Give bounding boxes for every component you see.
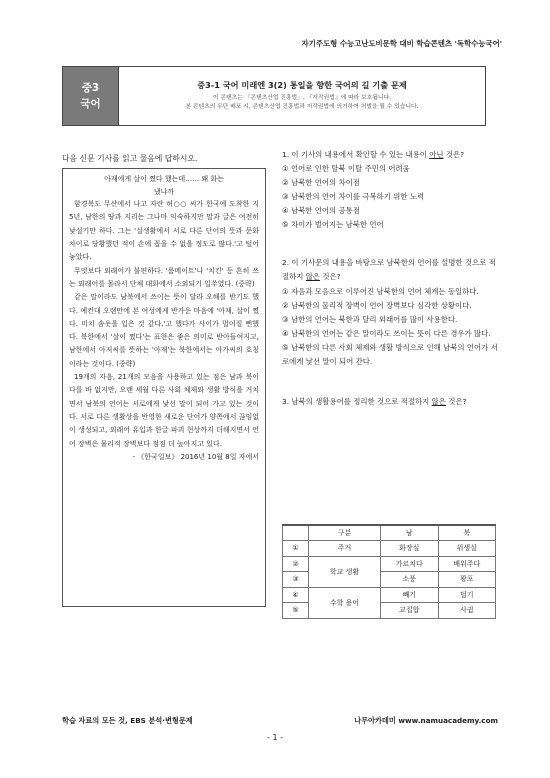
row-north: 꽝포: [438, 572, 496, 588]
title-suffix: 기출 문제: [369, 79, 407, 90]
table-header-south: 남: [381, 525, 439, 541]
row-num: ②: [283, 556, 309, 572]
q2-text-underline: 않은: [305, 272, 321, 282]
q2-text-pre: 2. 이 기사문의 내용을 바탕으로 남북한의 언어를 설명한 것으로 적절하지: [282, 258, 496, 282]
table-header-row: [283, 525, 496, 541]
table-header-category: 구분: [309, 525, 381, 541]
q2-option-5[interactable]: ⑤ 남북한의 다른 사회 체제와 생활 방식으로 인해 남북의 언어가 서로에게 낯선 말이 되어 간다.: [282, 342, 498, 366]
page-title: [197, 80, 407, 91]
row-num: ④: [283, 587, 309, 603]
title-box: [62, 66, 486, 126]
row-north: 위생실: [438, 541, 496, 557]
row-north: 사귐: [438, 603, 496, 619]
q2-option-2[interactable]: ② 남북한의 물리적 장벽이 언어 장벽보다 심각한 상황이다.: [282, 300, 472, 310]
question-1: [282, 148, 498, 232]
row-num: ⑤: [283, 603, 309, 619]
q2-text-post: 것은?: [320, 272, 341, 282]
article-paragraph-1: 함경북도 무산에서 나고 자란 허○○ 씨가 한국에 도착한 지 5년, 남한의 땅과 지리는 그나마 익숙하지만 말과 글은 여전히 낯설기만 하다. 그는 '실생활에서 서로 다른 단어의 뜻과 문화 차이로 당황했던 적이 손에 꼽을 수 없을 정도로 많다.'고 털어놓았다.: [69, 200, 259, 262]
q1-text-pre: 1. 이 기사의 내용에서 확인할 수 있는 내용이: [282, 150, 430, 159]
table-header-north: 북: [438, 525, 496, 541]
subject-name: 국어: [80, 98, 101, 110]
row-north: 덜기: [438, 587, 496, 603]
footer-left: 학습 자료의 모든 것, EBS 분석·변형문제: [62, 716, 193, 725]
table-row[interactable]: [283, 587, 496, 603]
q2-option-3[interactable]: ③ 남한의 언어는 북한과 달리 외래어를 많이 사용한다.: [282, 314, 458, 324]
q1-option-5[interactable]: ⑤ 차이가 벌어지는 남북한 언어: [282, 220, 384, 230]
row-category: 수학 용어: [309, 587, 381, 618]
table-header-num: [283, 525, 309, 541]
footer-right[interactable]: 나무아카데미 www.namuacademy.com: [354, 716, 498, 725]
row-south: 소풍: [381, 572, 439, 588]
row-num: ①: [283, 541, 309, 557]
copyright-line-2: 본 콘텐츠의 무단 배포 시, 콘텐츠산업 진흥법과 저작권법에 의거하여 처벌을 될 수 있습니다.: [185, 104, 419, 110]
instruction: 다음 신문 기사를 읽고 물음에 답하시오.: [62, 154, 198, 163]
subject-grade: 중3: [81, 81, 100, 94]
question-2: [282, 256, 498, 369]
q3-text-underline: 않은: [431, 396, 446, 406]
q1-text-post: 것은?: [443, 150, 465, 159]
q1-option-2[interactable]: ② 남북한 언어의 차이점: [282, 178, 360, 188]
article-paragraph-4: 19개의 자음, 21개의 모음을 사용하고 있는 점은 남과 북이 다를 바 없지만, 오랜 세월 다른 사회 체제와 생활 방식을 거치면서 남북의 언어는 서로에게 낯선 말이 되어 가고 있는 것이다. 서로 다른 생활상을 반영한 새로운 단어가 양쪽에서 끊임없이 생성되고, 외래어 유입과 한글 파괴 현상까지 더해지면서 언어 장벽은 물리적 장벽보다 점점 더 높아지고 있다.: [69, 373, 259, 448]
q3-text-pre: 3. 남북의 생활용어를 정리한 것으로 적절하지: [282, 396, 432, 406]
page-number: - 1 -: [267, 733, 283, 742]
copyright-line-1: 이 콘텐츠는 「콘텐츠산업 진흥법」, 『저작권법』에 따라 보호됩니다.: [213, 94, 391, 101]
article-paragraph-2: 무엇보다 외래어가 불편하다. '룸메이트'나 '치킨' 등 흔히 쓰는 외래어를 몰라서 단체 대화에서 소외되기 일쑤였다. (중략): [69, 266, 259, 288]
question-3-text: [282, 395, 498, 409]
news-article: [62, 168, 266, 607]
top-header: 자기주도형 수능고난도비문학 대비 학습콘텐츠 '독학수능국어': [301, 39, 502, 48]
question-1-text: [282, 148, 498, 162]
title-main: [119, 67, 485, 125]
q2-option-4[interactable]: ④ 남북한의 언어는 같은 말이라도 쓰이는 뜻이 다른 경우가 많다.: [282, 328, 491, 338]
row-south: 빼기: [381, 587, 439, 603]
row-num: ③: [283, 572, 309, 588]
q1-text-underline: 아닌: [429, 150, 444, 159]
row-category: 학교 생활: [309, 556, 381, 587]
article-headline: [69, 173, 259, 198]
table-row[interactable]: [283, 556, 496, 572]
row-category: 주거: [309, 541, 381, 557]
vocab-table: [282, 524, 496, 619]
title-highlight: 통일을 향한 국어의 길: [289, 79, 370, 90]
question-2-text: [282, 256, 498, 284]
questions: [282, 148, 498, 409]
q1-option-4[interactable]: ④ 남북한 언어의 공통점: [282, 206, 360, 216]
headline-line-2: 냈냐까: [153, 187, 175, 196]
row-south: 가르치다: [381, 556, 439, 572]
row-south: 교집합: [381, 603, 439, 619]
q1-option-1[interactable]: ① 언어로 인한 탈북 이탈 주민의 어려움: [282, 164, 410, 174]
row-north: 배워주다: [438, 556, 496, 572]
table-row[interactable]: [283, 541, 496, 557]
title-prefix: 중3-1 국어 미래엔 3(2): [197, 79, 290, 90]
question-3: [282, 395, 498, 409]
q3-text-post: 것은?: [445, 396, 467, 406]
subject-badge: [63, 67, 119, 125]
row-south: 화장실: [381, 541, 439, 557]
headline-line-1: 아재에게 살이 쪘다 했는데…… 왜 화는: [104, 175, 224, 183]
q2-option-1[interactable]: ① 자음과 모음으로 이루어진 남북한의 언어 체계는 동일하다.: [282, 286, 479, 296]
q1-option-3[interactable]: ③ 남북한의 언어 차이를 극복하기 위한 노력: [282, 192, 425, 202]
article-paragraph-3: 같은 말이라도 남북에서 쓰이는 뜻이 달라 오해를 받기도 했다. 예컨대 오랜만에 본 여성에게 반가운 마음에 '아재, 살이 쪘다. 미치 솜옷을 입은 것 같다.'고 했다가 사이가 멀어질 뻔했다. 북한에서 '살이 쪘다'는 표현은 좋은 의미로 받아들여지고, 남한에서 아저씨를 뜻하는 '아재'는 북한에서는 아가씨의 호칭이라는 것이다. (중략): [69, 293, 259, 368]
article-source: - 《한국일보》 2016년 10월 8일 자에서: [132, 452, 259, 461]
